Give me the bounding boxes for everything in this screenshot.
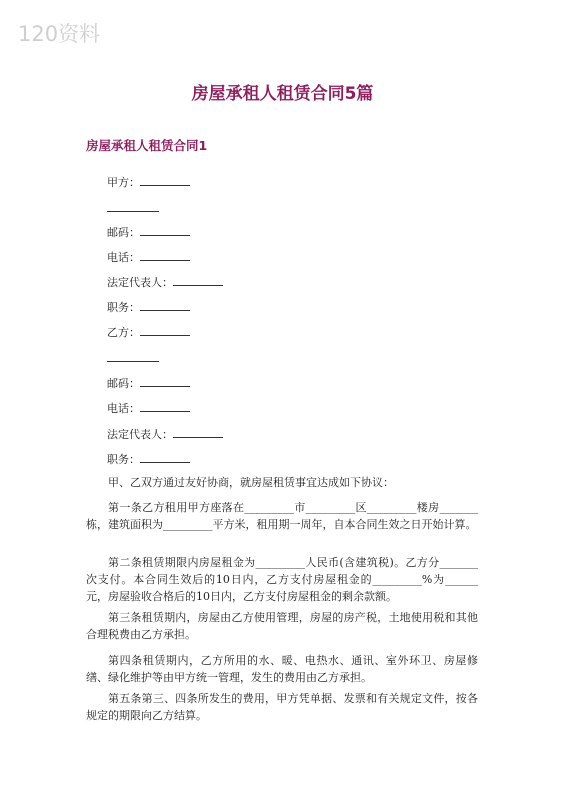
party-a-phone-blank bbox=[140, 249, 190, 261]
party-b-postcode-field bbox=[107, 375, 190, 391]
party-b-phone-field bbox=[107, 400, 190, 416]
clause-3: 第三条租赁期内，房屋由乙方使用管理，房屋的房产税，土地使用税和其他合理税费由乙方承担。 bbox=[86, 611, 478, 641]
party-a-postcode-blank bbox=[140, 224, 190, 236]
clause-2: 第二条租赁期限内房屋租金为_________人民币(含建筑税)。乙方分_______次支付。本合同生效后的10日内，乙方支付房屋租金的_________%为______元，房屋验收合格后的10日内，乙方支付房屋租金的剩余款额。 bbox=[86, 556, 478, 603]
party-b-extra-line bbox=[107, 350, 159, 366]
party-a-extra-blank bbox=[107, 200, 159, 212]
party-a-position-label: 职务： bbox=[107, 301, 140, 314]
party-b-postcode-label: 邮码： bbox=[107, 377, 140, 390]
party-a-postcode-label: 邮码： bbox=[107, 226, 140, 239]
clause-5: 第五条第三、四条所发生的费用，甲方凭单据、发票和有关规定文件，按各规定的期限向乙方结算。 bbox=[86, 692, 478, 722]
party-b-phone-label: 电话： bbox=[107, 402, 140, 415]
party-a-label: 甲方： bbox=[107, 176, 140, 189]
watermark: 120资料 bbox=[18, 22, 101, 46]
party-b-postcode-blank bbox=[140, 375, 190, 387]
party-a-phone-field bbox=[107, 249, 190, 265]
party-a-phone-label: 电话： bbox=[107, 251, 140, 264]
party-b-blank bbox=[140, 324, 190, 336]
intro-paragraph: 甲、乙双方通过友好协商，就房屋租赁事宜达成如下协议： bbox=[108, 476, 394, 489]
party-b-phone-blank bbox=[140, 400, 190, 412]
party-a-field bbox=[107, 174, 190, 190]
party-b-legal-rep-blank bbox=[173, 426, 223, 438]
party-b-legal-rep-label: 法定代表人： bbox=[107, 428, 173, 441]
party-a-legal-rep-field bbox=[107, 274, 223, 290]
party-a-position-blank bbox=[140, 299, 190, 311]
party-b-label: 乙方： bbox=[107, 326, 140, 339]
party-a-legal-rep-label: 法定代表人： bbox=[107, 276, 173, 289]
party-b-extra-blank bbox=[107, 350, 159, 362]
party-a-extra-line bbox=[107, 200, 159, 216]
party-b-position-blank bbox=[140, 451, 190, 463]
party-a-legal-rep-blank bbox=[173, 274, 223, 286]
section-title: 房屋承租人租赁合同1 bbox=[86, 138, 208, 153]
party-b-field bbox=[107, 324, 190, 340]
party-a-position-field bbox=[107, 299, 190, 315]
clause-1: 第一条乙方租用甲方座落在_________市_________区_________楼房_______栋，建筑面积为_________平方米，租用期一周年，自本合同生效之日开始计算。 bbox=[86, 501, 478, 531]
party-a-postcode-field bbox=[107, 224, 190, 240]
party-b-legal-rep-field bbox=[107, 426, 223, 442]
party-b-position-label: 职务： bbox=[107, 453, 140, 466]
clause-4: 第四条租赁期内，乙方所用的水、暖、电热水、通讯、室外环卫、房屋修缮、绿化维护等由甲方统一管理，发生的费用由乙方承担。 bbox=[86, 654, 478, 684]
party-b-position-field bbox=[107, 451, 190, 467]
party-a-blank bbox=[140, 174, 190, 186]
document-title: 房屋承租人租赁合同5篇 bbox=[191, 84, 374, 104]
